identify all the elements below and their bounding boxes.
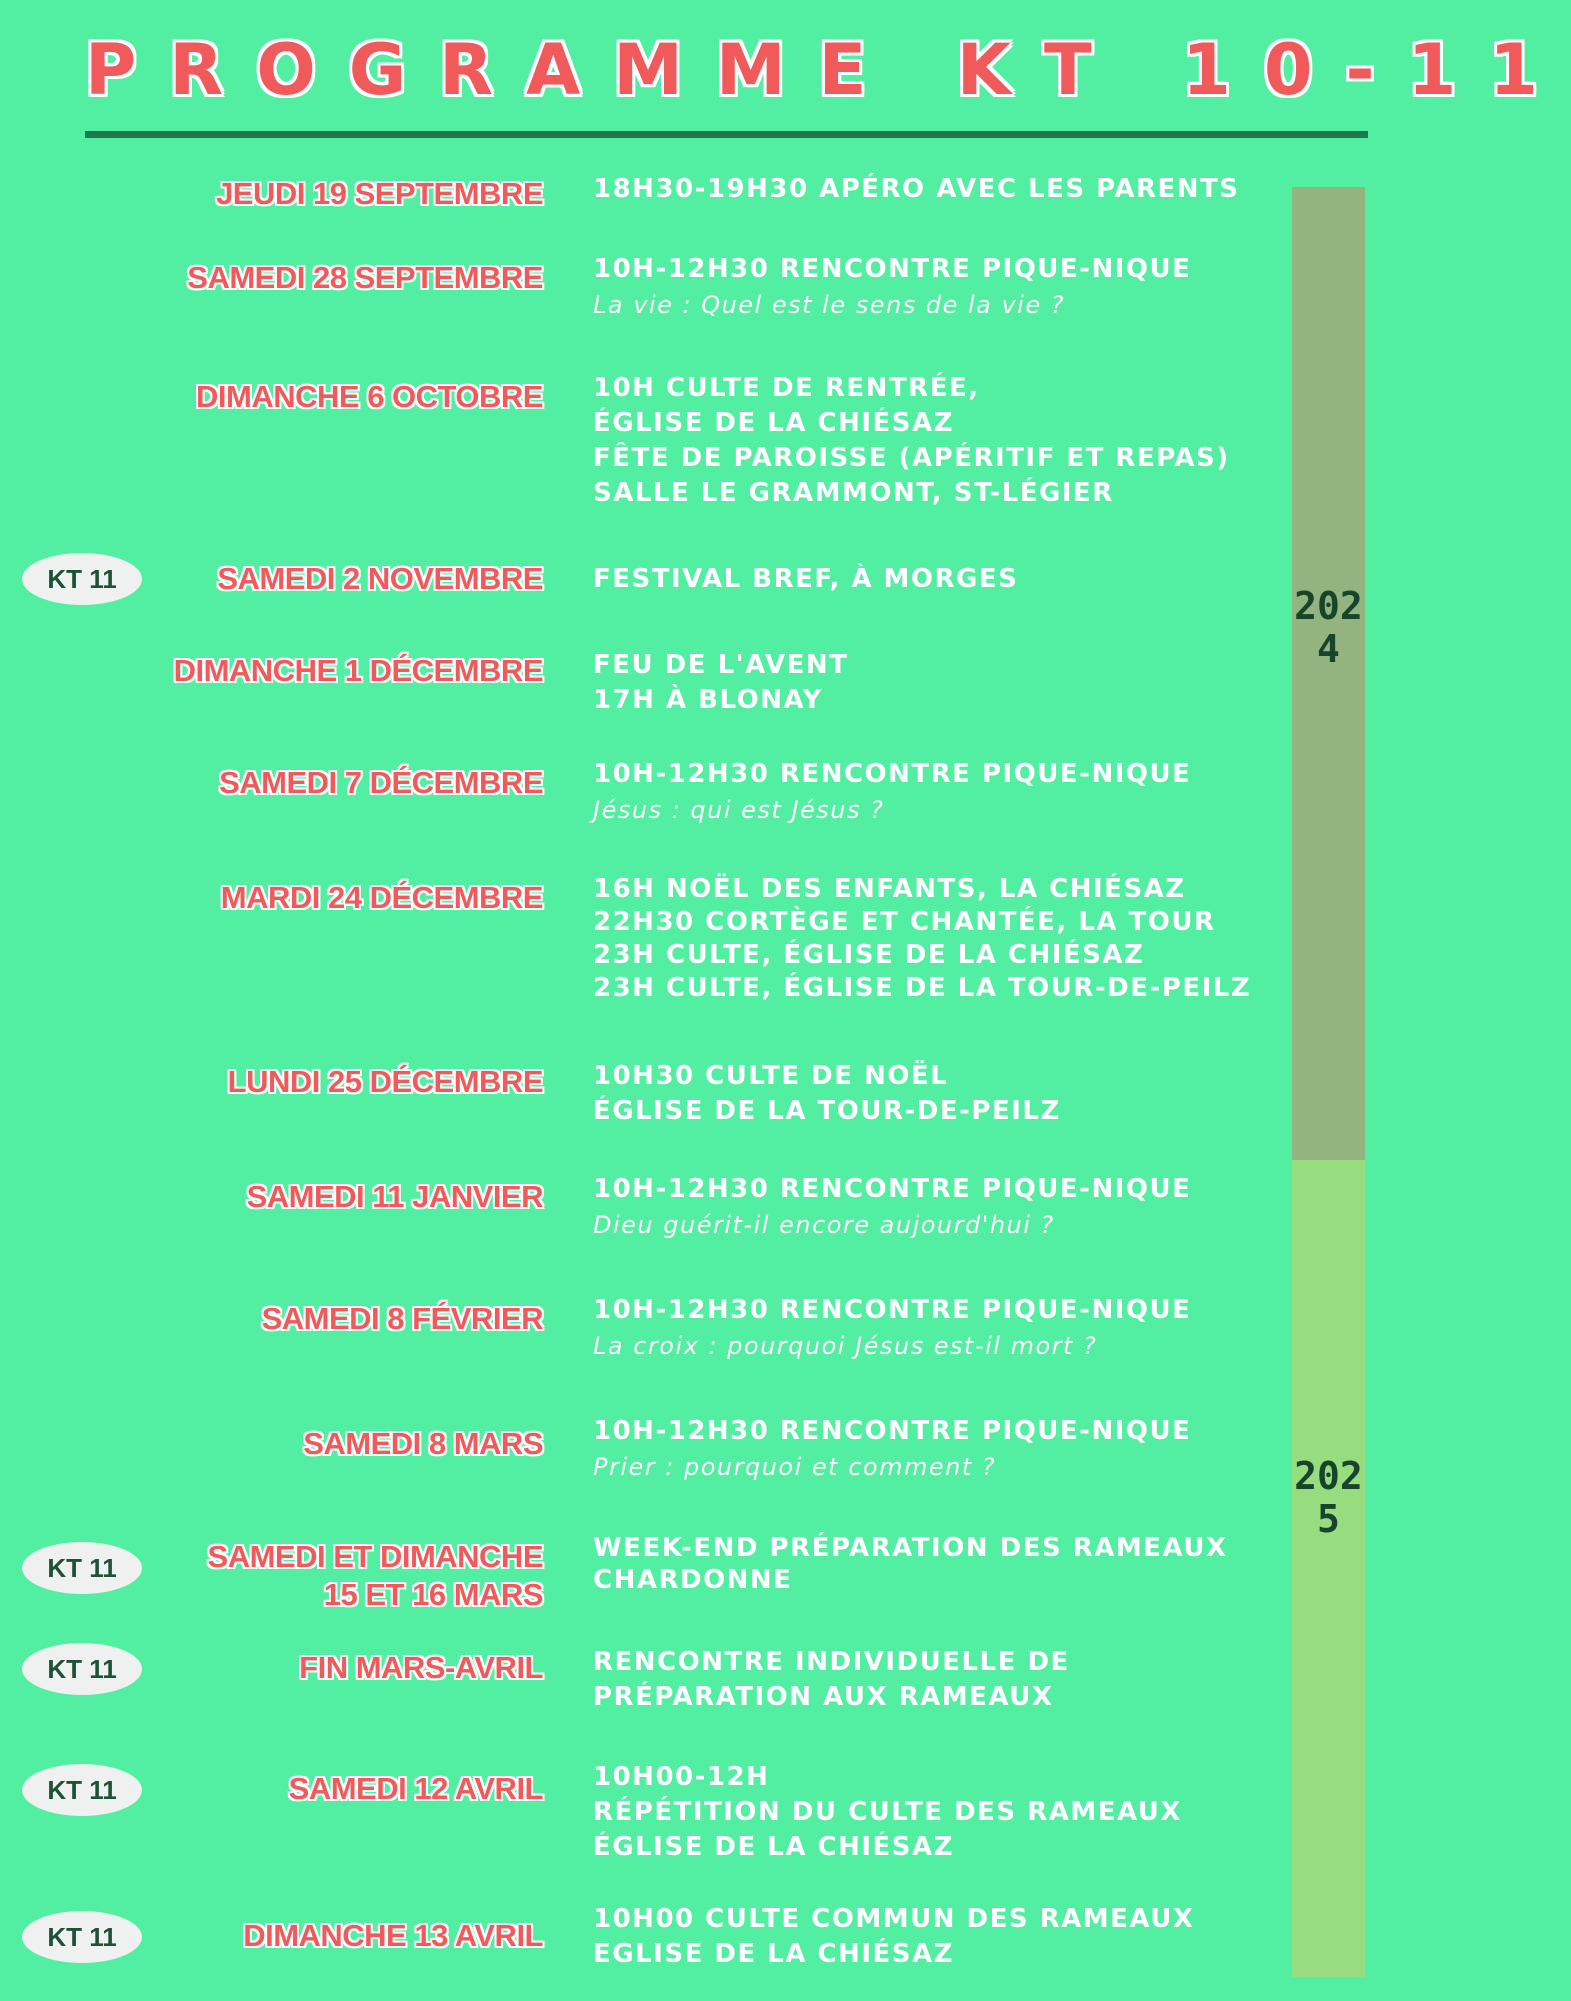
- event-date: FIN MARS-AVRIL: [299, 1650, 543, 1685]
- event-line: EGLISE DE LA CHIÉSAZ: [593, 1939, 954, 1969]
- kt11-badge: KT 11: [22, 1643, 142, 1695]
- year-bar-2025: [1292, 1160, 1365, 1977]
- event-details: [593, 873, 1253, 1005]
- event-details: [593, 562, 1253, 597]
- event-theme: La croix : pourquoi Jésus est-il mort ?: [593, 1332, 1098, 1360]
- kt11-badge: KT 11: [22, 1764, 142, 1816]
- event-line: 10H00-12H: [593, 1762, 770, 1792]
- event-line: 10H-12H30 RENCONTRE PIQUE-NIQUE: [593, 1174, 1192, 1204]
- event-date: LUNDI 25 DÉCEMBRE: [227, 1064, 543, 1099]
- page-title: PROGRAMME KT 10-11: [85, 29, 1571, 111]
- event-line: PRÉPARATION AUX RAMEAUX: [593, 1682, 1054, 1712]
- event-line: 18H30-19H30 APÉRO AVEC LES PARENTS: [593, 174, 1240, 204]
- event-theme: Prier : pourquoi et comment ?: [593, 1453, 997, 1481]
- event-line: 10H-12H30 RENCONTRE PIQUE-NIQUE: [593, 759, 1192, 789]
- event-theme: Dieu guérit-il encore aujourd'hui ?: [593, 1211, 1055, 1239]
- event-line: 17H À BLONAY: [593, 685, 823, 715]
- event-details: [593, 1172, 1253, 1243]
- event-line: FESTIVAL BREF, À MORGES: [593, 564, 1019, 594]
- event-details: [593, 1532, 1253, 1596]
- event-line: 10H CULTE DE RENTRÉE,: [593, 373, 980, 403]
- event-date: SAMEDI 28 SEPTEMBRE: [187, 260, 543, 295]
- kt11-badge: KT 11: [22, 1911, 142, 1963]
- event-date: [130, 1538, 543, 1614]
- kt11-badge: KT 11: [22, 553, 142, 605]
- event-line: ÉGLISE DE LA CHIÉSAZ: [593, 1832, 954, 1862]
- event-line: 10H00 CULTE COMMUN DES RAMEAUX: [593, 1904, 1195, 1934]
- event-line: SALLE LE GRAMMONT, ST-LÉGIER: [593, 478, 1114, 508]
- event-date-line: SAMEDI ET DIMANCHE: [207, 1539, 543, 1574]
- event-date-line: 15 ET 16 MARS: [323, 1577, 543, 1612]
- event-details: [593, 1902, 1253, 1972]
- title-divider: [85, 131, 1368, 138]
- event-line: 10H-12H30 RENCONTRE PIQUE-NIQUE: [593, 1295, 1192, 1325]
- event-line: 10H30 CULTE DE NOËL: [593, 1061, 949, 1091]
- event-date: JEUDI 19 SEPTEMBRE: [216, 176, 543, 211]
- event-details: [593, 1059, 1253, 1129]
- year-bar-2024: [1292, 187, 1365, 1160]
- event-line: WEEK-END PRÉPARATION DES RAMEAUX: [593, 1533, 1228, 1563]
- event-details: [593, 172, 1253, 207]
- event-line: ÉGLISE DE LA CHIÉSAZ: [593, 408, 954, 438]
- event-details: [593, 1760, 1253, 1865]
- event-line: RÉPÉTITION DU CULTE DES RAMEAUX: [593, 1797, 1182, 1827]
- year-label-2025: 2025: [1294, 1454, 1363, 1541]
- event-details: [593, 252, 1253, 323]
- event-line: CHARDONNE: [593, 1565, 793, 1595]
- event-date: SAMEDI 11 JANVIER: [246, 1179, 543, 1214]
- event-line: 22H30 CORTÈGE ET CHANTÉE, LA TOUR: [593, 907, 1216, 937]
- kt11-badge: KT 11: [22, 1542, 142, 1594]
- event-date: DIMANCHE 1 DÉCEMBRE: [173, 653, 543, 688]
- event-line: 10H-12H30 RENCONTRE PIQUE-NIQUE: [593, 254, 1192, 284]
- event-date: DIMANCHE 13 AVRIL: [243, 1918, 543, 1953]
- event-date: SAMEDI 7 DÉCEMBRE: [219, 765, 543, 800]
- event-line: 16H NOËL DES ENFANTS, LA CHIÉSAZ: [593, 874, 1186, 904]
- event-date: DIMANCHE 6 OCTOBRE: [196, 379, 543, 414]
- event-details: [593, 757, 1253, 828]
- event-date: SAMEDI 8 MARS: [303, 1426, 543, 1461]
- event-details: [593, 648, 1253, 718]
- year-label-2024: 2024: [1294, 584, 1363, 671]
- event-date: MARDI 24 DÉCEMBRE: [220, 880, 543, 915]
- event-line: RENCONTRE INDIVIDUELLE DE: [593, 1647, 1070, 1677]
- event-line: 23H CULTE, ÉGLISE DE LA TOUR-DE-PEILZ: [593, 973, 1252, 1003]
- event-date: SAMEDI 8 FÉVRIER: [261, 1301, 543, 1336]
- event-line: 10H-12H30 RENCONTRE PIQUE-NIQUE: [593, 1416, 1192, 1446]
- event-line: FEU DE L'AVENT: [593, 650, 849, 680]
- event-line: ÉGLISE DE LA TOUR-DE-PEILZ: [593, 1096, 1061, 1126]
- event-details: [593, 1414, 1253, 1485]
- event-theme: Jésus : qui est Jésus ?: [593, 796, 885, 824]
- event-details: [593, 1293, 1253, 1364]
- event-details: [593, 1645, 1253, 1715]
- event-details: [593, 371, 1253, 511]
- event-line: 23H CULTE, ÉGLISE DE LA CHIÉSAZ: [593, 940, 1145, 970]
- event-theme: La vie : Quel est le sens de la vie ?: [593, 291, 1065, 319]
- event-line: FÊTE DE PAROISSE (APÉRITIF ET REPAS): [593, 443, 1230, 473]
- event-date: SAMEDI 2 NOVEMBRE: [217, 561, 543, 596]
- event-date: SAMEDI 12 AVRIL: [288, 1771, 543, 1806]
